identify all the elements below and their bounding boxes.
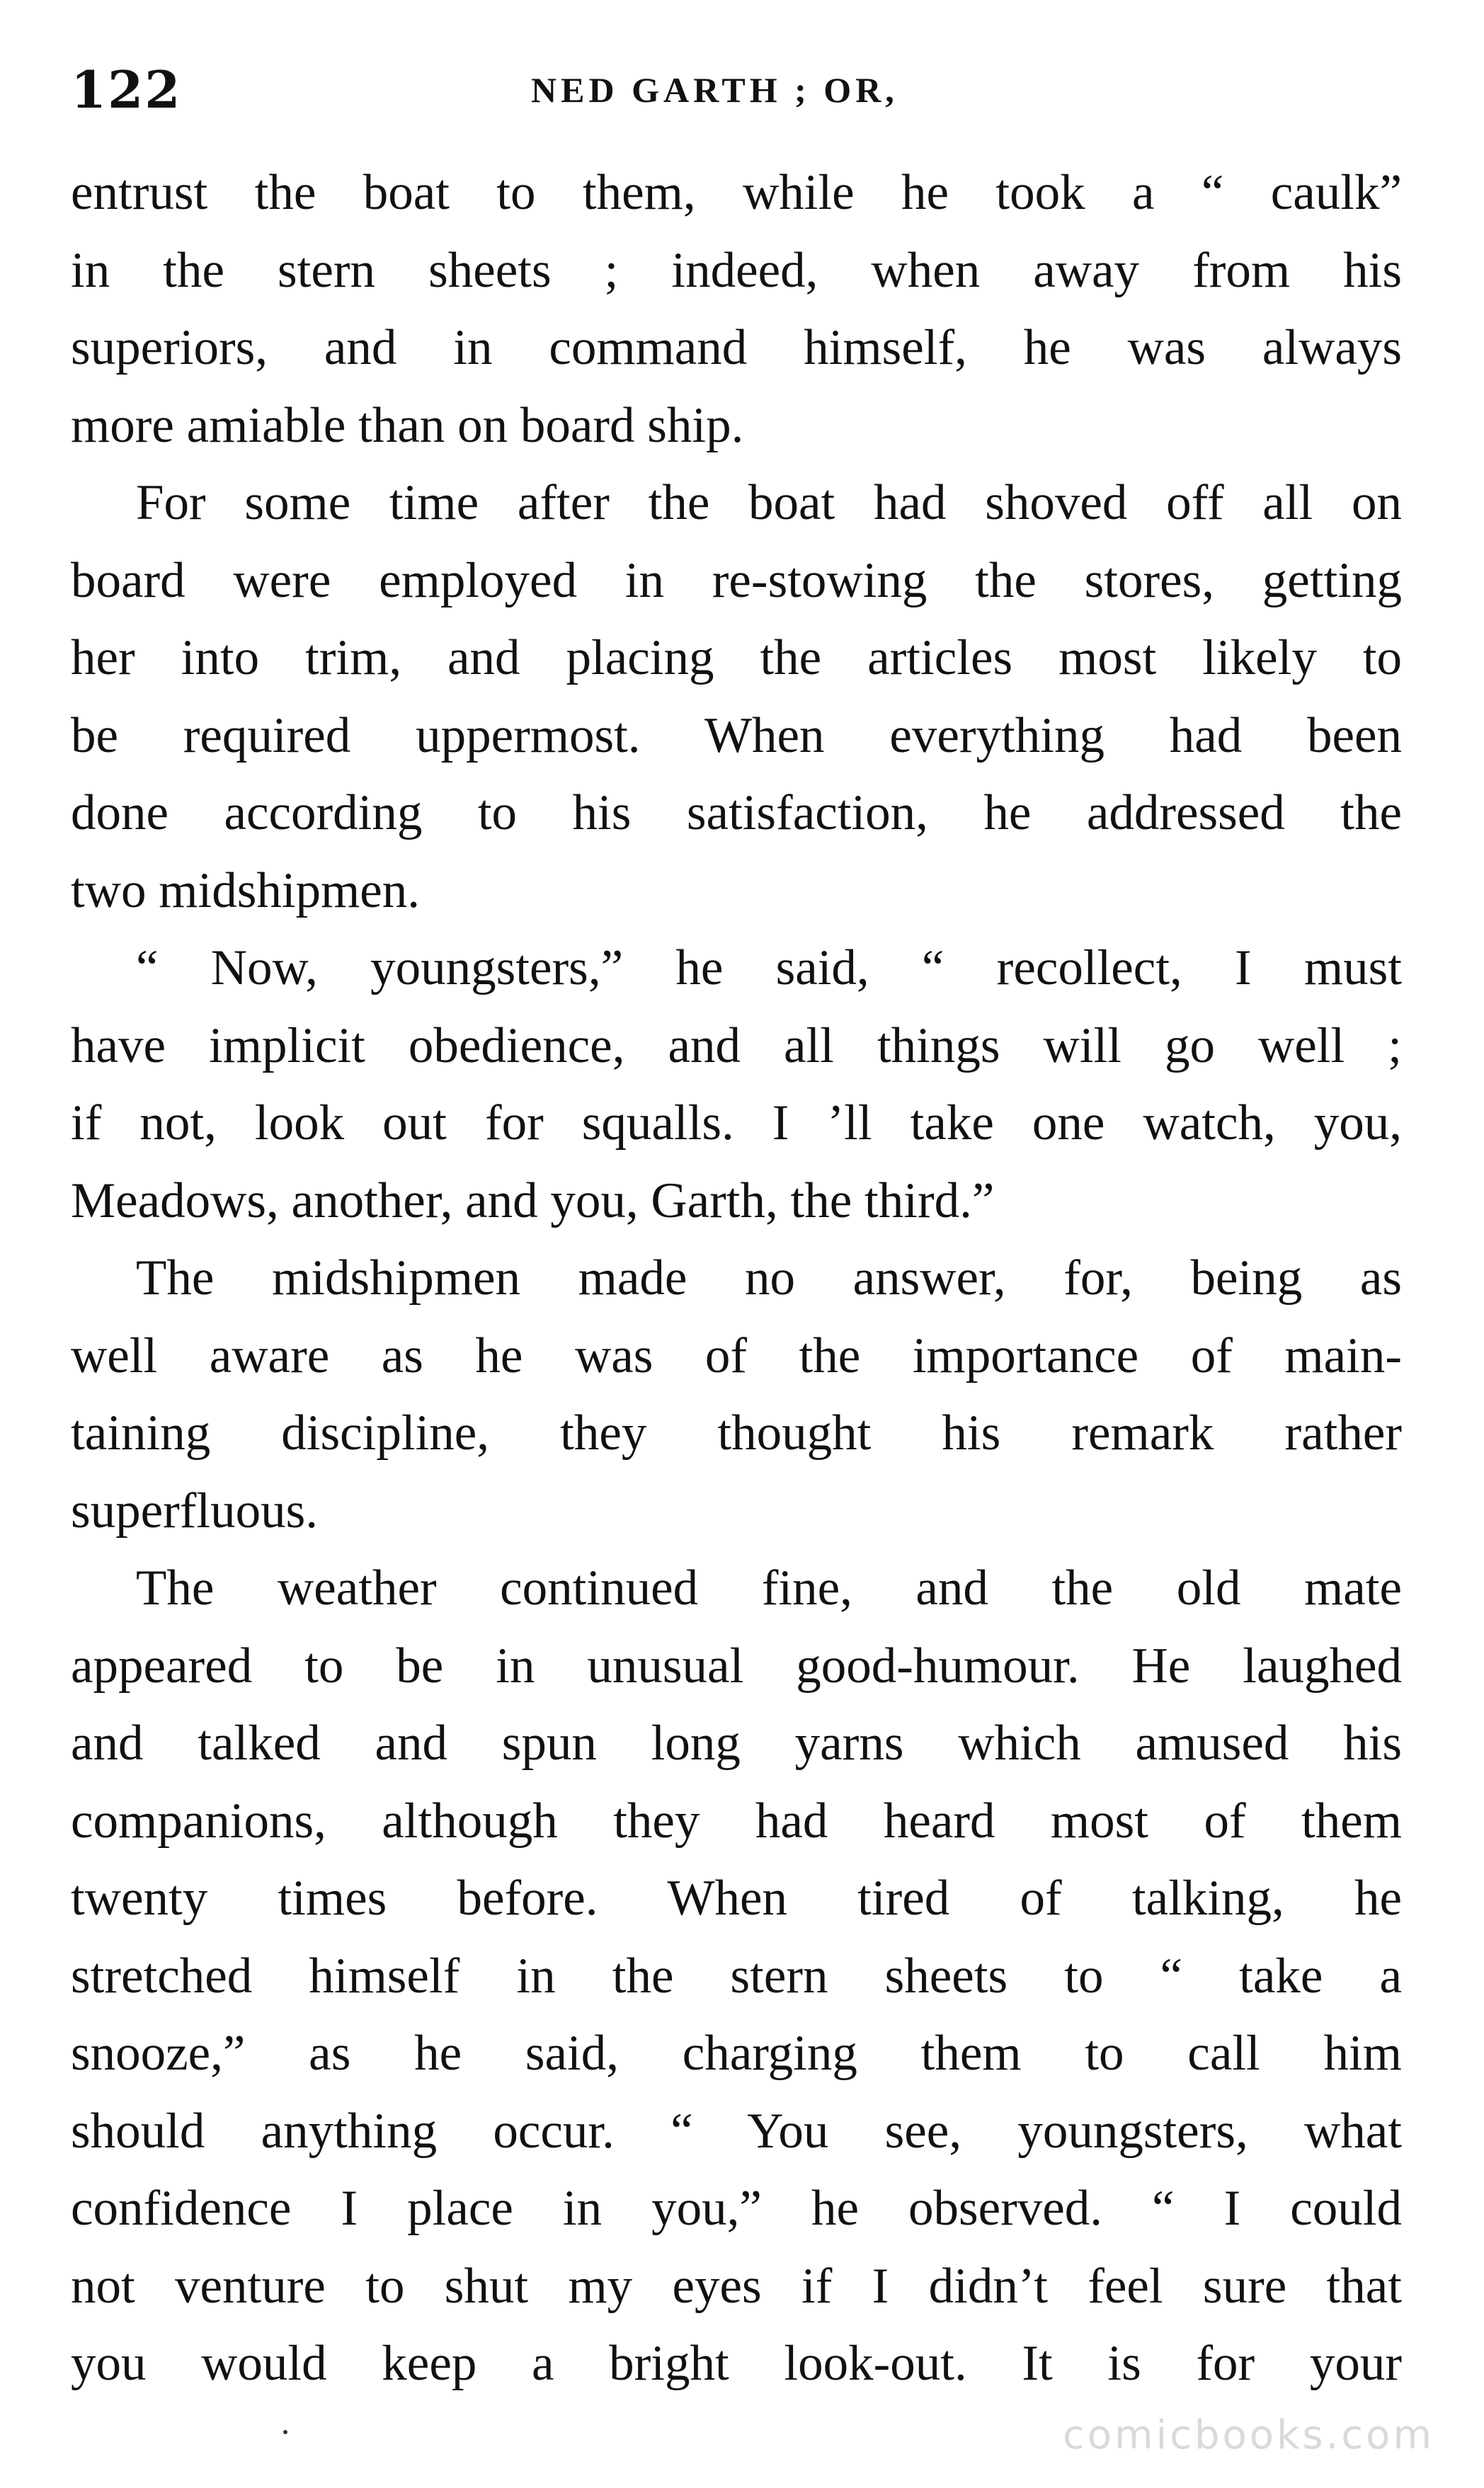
text-line: in the stern sheets ; indeed, when away from his — [71, 242, 1402, 298]
text-line: not venture to shut my eyes if I didn’t feel sure that — [71, 2258, 1402, 2314]
text-line: two midshipmen. — [71, 862, 421, 918]
text-line: should anything occur. “ You see, youngsters, what — [71, 2103, 1402, 2159]
text-line: “ Now, youngsters,” he said, “ recollect, I must — [136, 940, 1402, 995]
running-title: NED GARTH ; OR, — [531, 70, 898, 110]
text-line: and talked and spun long yarns which amused his — [71, 1716, 1402, 1771]
text-line: snooze,” as he said, charging them to call him — [71, 2026, 1402, 2081]
body-text — [71, 154, 1402, 2403]
text-line: be required uppermost. When everything had been — [71, 707, 1402, 763]
print-speck — [283, 2430, 287, 2434]
text-line: done according to his satisfaction, he addressed the — [71, 785, 1402, 840]
text-line: appeared to be in unusual good-humour. He laughed — [71, 1638, 1402, 1694]
text-line: twenty times before. When tired of talking, he — [71, 1871, 1402, 1926]
text-line: her into trim, and placing the articles most likely to — [71, 630, 1402, 685]
text-line: The midshipmen made no answer, for, being as — [136, 1250, 1402, 1306]
text-line: companions, although they had heard most of them — [71, 1793, 1402, 1849]
text-line: taining discipline, they thought his remark rather — [71, 1405, 1402, 1461]
text-line: confidence I place in you,” he observed. “ I could — [71, 2181, 1402, 2236]
page-number: 122 — [71, 59, 182, 120]
watermark: comicbooks.com — [1062, 2412, 1434, 2458]
text-line: board were employed in re-stowing the stores, getting — [71, 552, 1402, 608]
page-header — [71, 51, 1402, 129]
text-line: well aware as he was of the importance of main- — [71, 1328, 1402, 1383]
text-line: stretched himself in the stern sheets to “ take a — [71, 1948, 1402, 2004]
text-line: superfluous. — [71, 1483, 319, 1539]
text-line: more amiable than on board ship. — [71, 397, 744, 453]
text-line: entrust the boat to them, while he took a “ caulk” — [71, 165, 1402, 220]
text-line: have implicit obedience, and all things will go well ; — [71, 1017, 1402, 1073]
text-line: superiors, and in command himself, he was always — [71, 320, 1402, 375]
text-line: you would keep a bright look-out. It is for your — [71, 2336, 1402, 2391]
text-line: The weather continued fine, and the old mate — [136, 1560, 1402, 1616]
text-line: For some time after the boat had shoved off all on — [136, 475, 1402, 530]
text-line: Meadows, another, and you, Garth, the third.” — [71, 1172, 995, 1228]
text-line: if not, look out for squalls. I ’ll take one watch, you, — [71, 1095, 1402, 1151]
